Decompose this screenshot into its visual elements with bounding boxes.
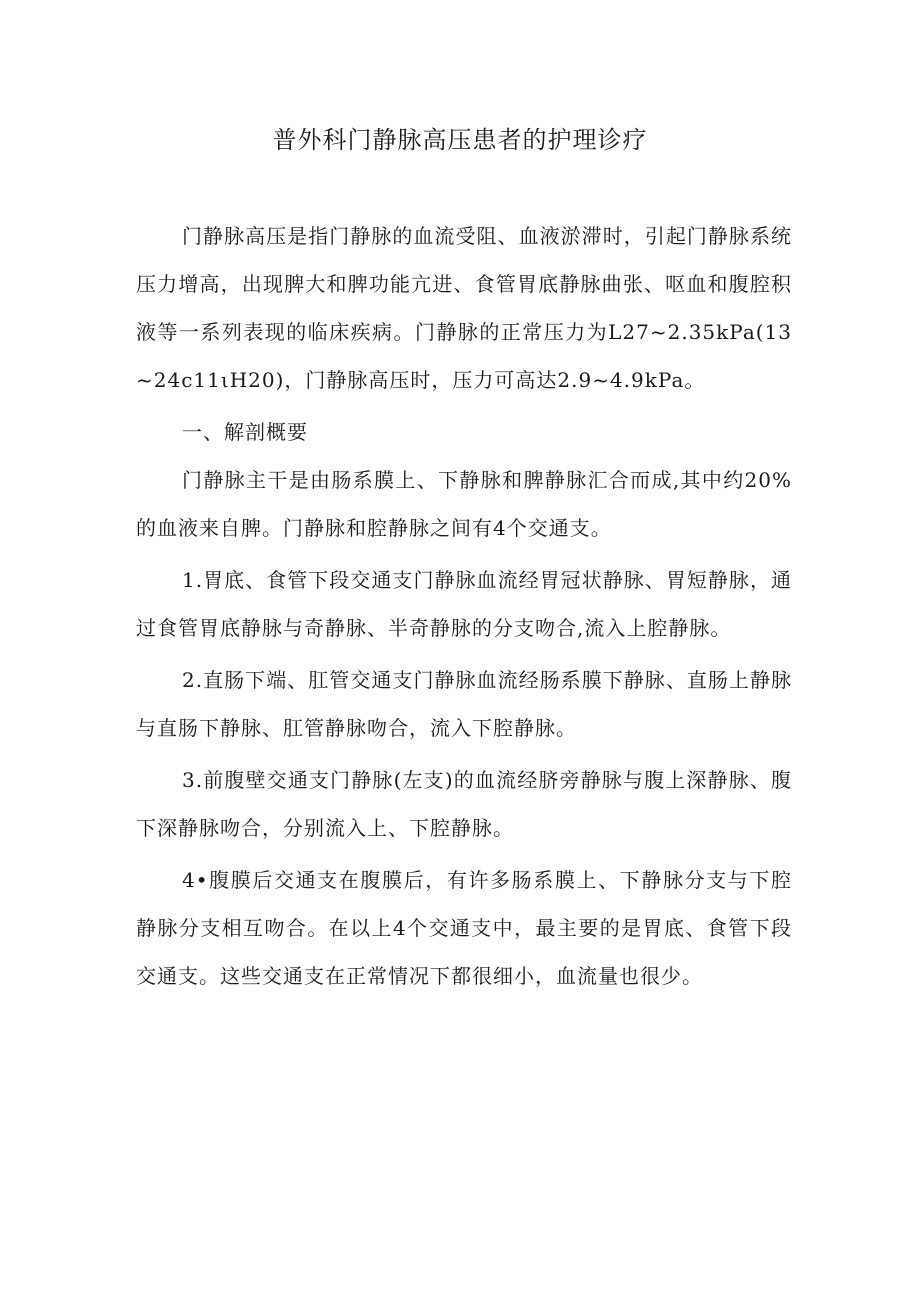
paragraph-branch-1: 1.胃底、食管下段交通支门静脉血流经胃冠状静脉、胃短静脉，通过食管胃底静脉与奇静脉、半奇静脉的分支吻合,流入上腔静脉。	[136, 568, 792, 640]
document-title: 普外科门静脉高压患者的护理诊疗	[272, 126, 648, 154]
paragraph-anatomy-overview: 门静脉主干是由肠系膜上、下静脉和脾静脉汇合而成,其中约20%的血液来自脾。门静脉和腔静脉之间有4个交通支。	[136, 468, 792, 540]
paragraph-branch-2: 2.直肠下端、肛管交通支门静脉血流经肠系膜下静脉、直肠上静脉与直肠下静脉、肛管静脉吻合，流入下腔静脉。	[136, 668, 792, 740]
paragraph-branch-3: 3.前腹壁交通支门静脉(左支)的血流经脐旁静脉与腹上深静脉、腹下深静脉吻合，分别流入上、下腔静脉。	[136, 768, 792, 840]
paragraph-branch-4: 4•腹膜后交通支在腹膜后，有许多肠系膜上、下静脉分支与下腔静脉分支相互吻合。在以上4个交通支中，最主要的是胃底、食管下段交通支。这些交通支在正常情况下都很细小，血流量也很少。	[136, 868, 792, 988]
paragraph-intro: 门静脉高压是指门静脉的血流受阻、血液淤滞时，引起门静脉系统压力增高，出现脾大和脾功能亢进、食管胃底静脉曲张、呕血和腹腔积液等一系列表现的临床疾病。门静脉的正常压力为L27~2.35kPa(13~24c11ιH20)，门静脉高压时，压力可高达2.9~4.9kPa。	[136, 224, 792, 392]
section-heading-anatomy: 一、解剖概要	[182, 420, 308, 444]
document-body	[136, 212, 792, 1004]
